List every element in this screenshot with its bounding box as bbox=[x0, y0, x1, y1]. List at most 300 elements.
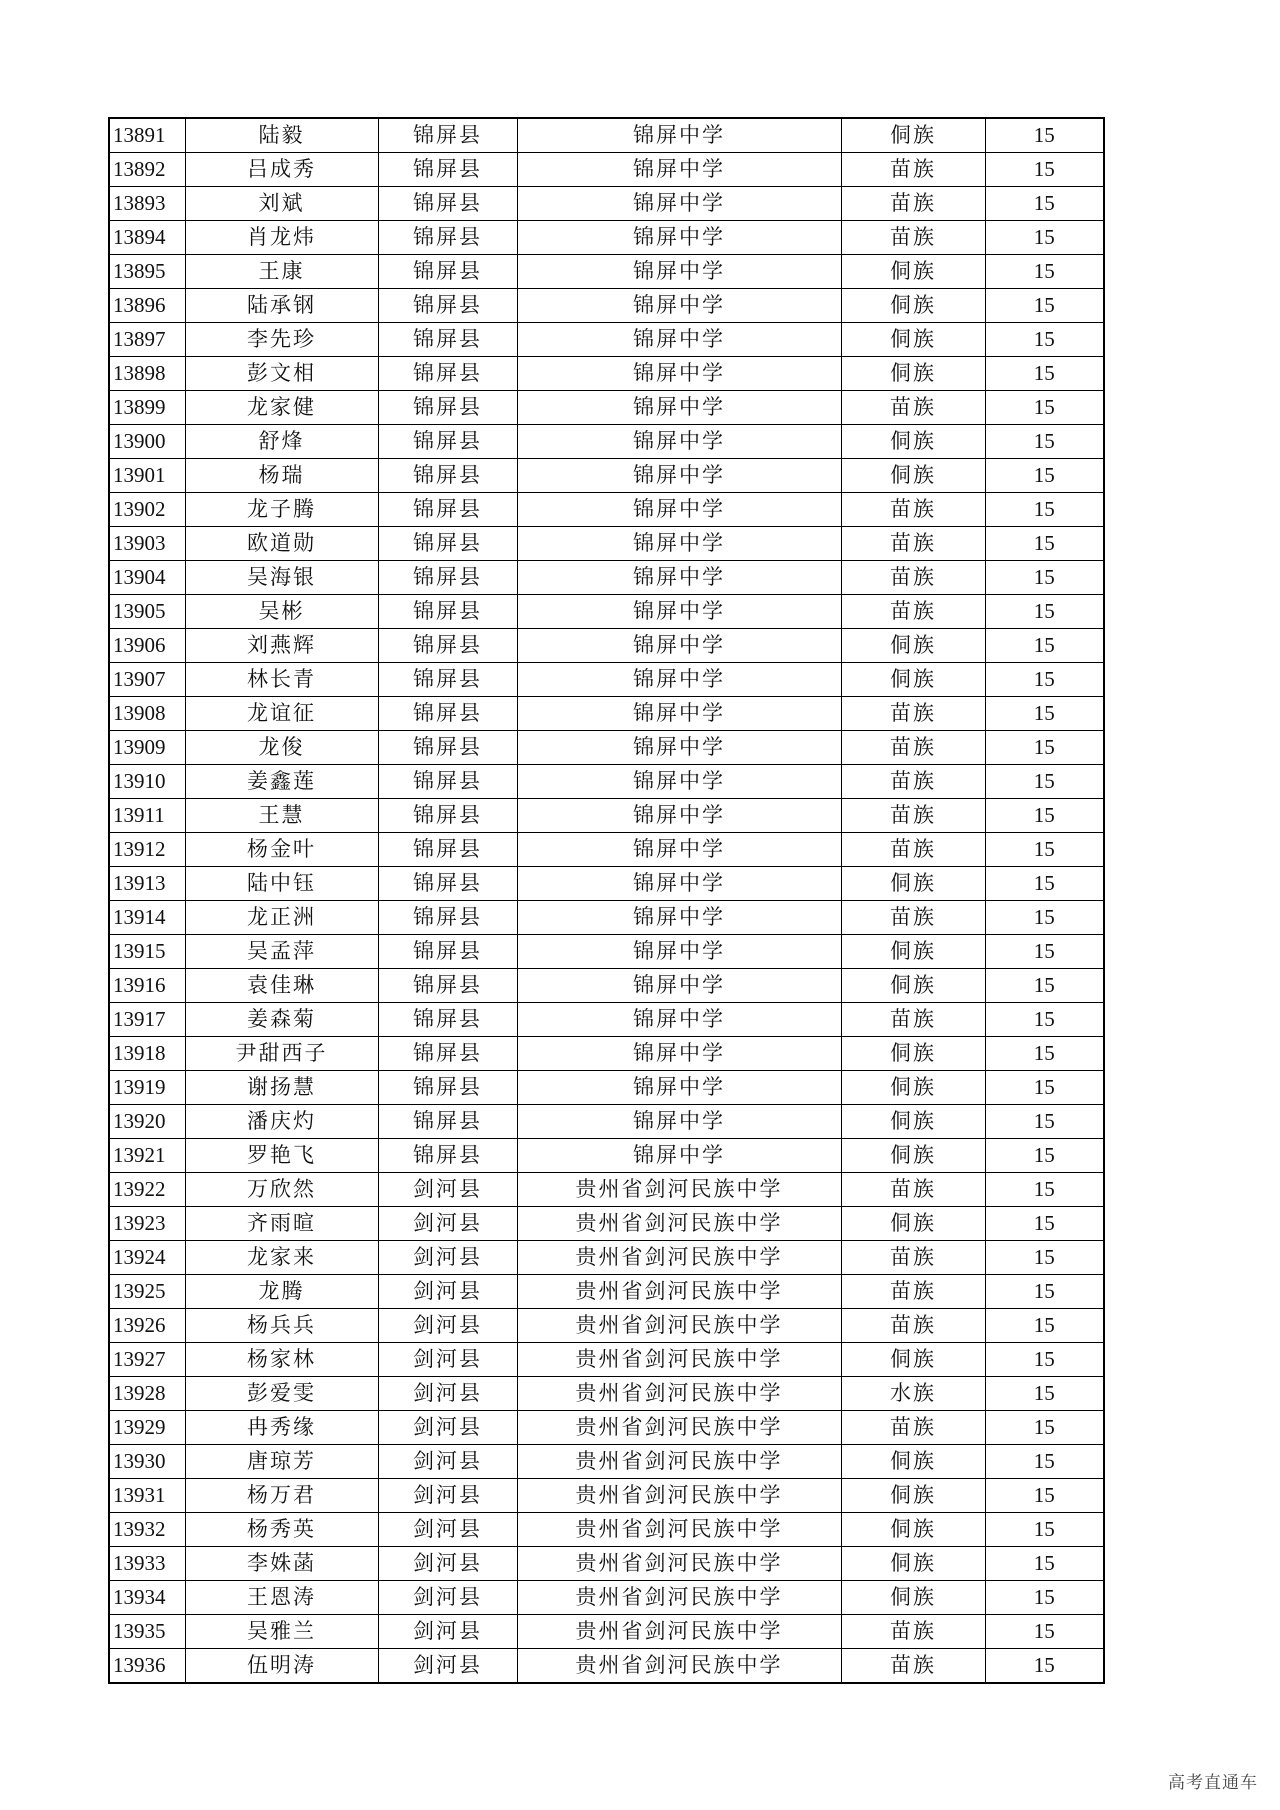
cell-score: 15 bbox=[985, 799, 1104, 833]
cell-county: 锦屏县 bbox=[378, 187, 517, 221]
cell-county: 剑河县 bbox=[378, 1445, 517, 1479]
table-row bbox=[109, 153, 1104, 187]
cell-score: 15 bbox=[985, 459, 1104, 493]
cell-score: 15 bbox=[985, 1003, 1104, 1037]
cell-id: 13934 bbox=[109, 1581, 185, 1615]
cell-name: 杨金叶 bbox=[185, 833, 378, 867]
cell-school: 锦屏中学 bbox=[517, 1105, 841, 1139]
cell-school: 贵州省剑河民族中学 bbox=[517, 1343, 841, 1377]
cell-ethnicity: 侗族 bbox=[841, 289, 985, 323]
cell-ethnicity: 侗族 bbox=[841, 1105, 985, 1139]
cell-name: 杨秀英 bbox=[185, 1513, 378, 1547]
cell-id: 13921 bbox=[109, 1139, 185, 1173]
cell-name: 罗艳飞 bbox=[185, 1139, 378, 1173]
cell-school: 锦屏中学 bbox=[517, 799, 841, 833]
cell-id: 13903 bbox=[109, 527, 185, 561]
cell-county: 锦屏县 bbox=[378, 1105, 517, 1139]
cell-id: 13906 bbox=[109, 629, 185, 663]
cell-ethnicity: 侗族 bbox=[841, 1207, 985, 1241]
cell-county: 剑河县 bbox=[378, 1581, 517, 1615]
cell-county: 剑河县 bbox=[378, 1241, 517, 1275]
table-row bbox=[109, 1445, 1104, 1479]
cell-score: 15 bbox=[985, 1275, 1104, 1309]
cell-county: 锦屏县 bbox=[378, 867, 517, 901]
cell-school: 锦屏中学 bbox=[517, 765, 841, 799]
cell-school: 贵州省剑河民族中学 bbox=[517, 1173, 841, 1207]
cell-score: 15 bbox=[985, 1037, 1104, 1071]
cell-id: 13935 bbox=[109, 1615, 185, 1649]
cell-ethnicity: 侗族 bbox=[841, 1445, 985, 1479]
cell-score: 15 bbox=[985, 391, 1104, 425]
cell-name: 姜鑫莲 bbox=[185, 765, 378, 799]
cell-name: 杨家林 bbox=[185, 1343, 378, 1377]
cell-score: 15 bbox=[985, 357, 1104, 391]
cell-id: 13928 bbox=[109, 1377, 185, 1411]
cell-score: 15 bbox=[985, 663, 1104, 697]
cell-school: 贵州省剑河民族中学 bbox=[517, 1445, 841, 1479]
cell-county: 锦屏县 bbox=[378, 357, 517, 391]
cell-id: 13917 bbox=[109, 1003, 185, 1037]
cell-ethnicity: 苗族 bbox=[841, 1003, 985, 1037]
cell-name: 尹甜西子 bbox=[185, 1037, 378, 1071]
cell-ethnicity: 侗族 bbox=[841, 663, 985, 697]
cell-county: 锦屏县 bbox=[378, 459, 517, 493]
cell-county: 剑河县 bbox=[378, 1649, 517, 1684]
cell-name: 刘燕辉 bbox=[185, 629, 378, 663]
table-row bbox=[109, 493, 1104, 527]
cell-county: 剑河县 bbox=[378, 1615, 517, 1649]
cell-school: 锦屏中学 bbox=[517, 697, 841, 731]
cell-county: 锦屏县 bbox=[378, 901, 517, 935]
cell-ethnicity: 苗族 bbox=[841, 1275, 985, 1309]
cell-ethnicity: 苗族 bbox=[841, 1241, 985, 1275]
cell-name: 龙谊征 bbox=[185, 697, 378, 731]
cell-county: 锦屏县 bbox=[378, 935, 517, 969]
cell-school: 锦屏中学 bbox=[517, 561, 841, 595]
cell-id: 13914 bbox=[109, 901, 185, 935]
cell-score: 15 bbox=[985, 1513, 1104, 1547]
cell-id: 13912 bbox=[109, 833, 185, 867]
cell-name: 彭爱雯 bbox=[185, 1377, 378, 1411]
cell-county: 剑河县 bbox=[378, 1309, 517, 1343]
cell-ethnicity: 苗族 bbox=[841, 561, 985, 595]
cell-county: 剑河县 bbox=[378, 1411, 517, 1445]
cell-name: 彭文相 bbox=[185, 357, 378, 391]
cell-school: 锦屏中学 bbox=[517, 459, 841, 493]
table-row bbox=[109, 731, 1104, 765]
cell-ethnicity: 侗族 bbox=[841, 1547, 985, 1581]
table-row bbox=[109, 663, 1104, 697]
cell-id: 13915 bbox=[109, 935, 185, 969]
cell-score: 15 bbox=[985, 1615, 1104, 1649]
cell-ethnicity: 苗族 bbox=[841, 833, 985, 867]
cell-score: 15 bbox=[985, 1411, 1104, 1445]
cell-ethnicity: 苗族 bbox=[841, 221, 985, 255]
table-row bbox=[109, 1615, 1104, 1649]
cell-county: 锦屏县 bbox=[378, 765, 517, 799]
cell-ethnicity: 苗族 bbox=[841, 153, 985, 187]
table-row bbox=[109, 1649, 1104, 1684]
table-row bbox=[109, 1581, 1104, 1615]
cell-name: 王康 bbox=[185, 255, 378, 289]
cell-id: 13926 bbox=[109, 1309, 185, 1343]
cell-school: 锦屏中学 bbox=[517, 629, 841, 663]
cell-ethnicity: 苗族 bbox=[841, 765, 985, 799]
cell-school: 锦屏中学 bbox=[517, 595, 841, 629]
cell-school: 贵州省剑河民族中学 bbox=[517, 1309, 841, 1343]
cell-id: 13911 bbox=[109, 799, 185, 833]
cell-score: 15 bbox=[985, 527, 1104, 561]
cell-school: 锦屏中学 bbox=[517, 935, 841, 969]
table-row bbox=[109, 1513, 1104, 1547]
table-row bbox=[109, 901, 1104, 935]
cell-id: 13923 bbox=[109, 1207, 185, 1241]
cell-name: 林长青 bbox=[185, 663, 378, 697]
table-row bbox=[109, 1173, 1104, 1207]
table-row bbox=[109, 1037, 1104, 1071]
cell-school: 贵州省剑河民族中学 bbox=[517, 1207, 841, 1241]
cell-school: 贵州省剑河民族中学 bbox=[517, 1377, 841, 1411]
cell-county: 锦屏县 bbox=[378, 493, 517, 527]
cell-school: 锦屏中学 bbox=[517, 969, 841, 1003]
cell-county: 锦屏县 bbox=[378, 595, 517, 629]
cell-school: 锦屏中学 bbox=[517, 833, 841, 867]
cell-county: 剑河县 bbox=[378, 1547, 517, 1581]
cell-score: 15 bbox=[985, 1105, 1104, 1139]
cell-score: 15 bbox=[985, 1377, 1104, 1411]
cell-ethnicity: 侗族 bbox=[841, 1071, 985, 1105]
table-row bbox=[109, 289, 1104, 323]
cell-id: 13897 bbox=[109, 323, 185, 357]
cell-id: 13905 bbox=[109, 595, 185, 629]
cell-score: 15 bbox=[985, 1207, 1104, 1241]
cell-score: 15 bbox=[985, 1241, 1104, 1275]
cell-school: 贵州省剑河民族中学 bbox=[517, 1649, 841, 1684]
cell-id: 13927 bbox=[109, 1343, 185, 1377]
cell-name: 冉秀缘 bbox=[185, 1411, 378, 1445]
cell-name: 肖龙炜 bbox=[185, 221, 378, 255]
cell-school: 贵州省剑河民族中学 bbox=[517, 1513, 841, 1547]
cell-ethnicity: 侗族 bbox=[841, 459, 985, 493]
cell-id: 13916 bbox=[109, 969, 185, 1003]
cell-name: 陆毅 bbox=[185, 118, 378, 153]
cell-ethnicity: 苗族 bbox=[841, 697, 985, 731]
cell-score: 15 bbox=[985, 595, 1104, 629]
cell-name: 吕成秀 bbox=[185, 153, 378, 187]
cell-id: 13936 bbox=[109, 1649, 185, 1684]
cell-county: 剑河县 bbox=[378, 1173, 517, 1207]
cell-county: 锦屏县 bbox=[378, 289, 517, 323]
cell-id: 13900 bbox=[109, 425, 185, 459]
cell-id: 13919 bbox=[109, 1071, 185, 1105]
cell-id: 13913 bbox=[109, 867, 185, 901]
cell-name: 龙正洲 bbox=[185, 901, 378, 935]
cell-name: 伍明涛 bbox=[185, 1649, 378, 1684]
table-row bbox=[109, 1139, 1104, 1173]
cell-school: 贵州省剑河民族中学 bbox=[517, 1479, 841, 1513]
cell-ethnicity: 侗族 bbox=[841, 1139, 985, 1173]
cell-score: 15 bbox=[985, 1173, 1104, 1207]
cell-score: 15 bbox=[985, 187, 1104, 221]
table-row bbox=[109, 1309, 1104, 1343]
cell-name: 万欣然 bbox=[185, 1173, 378, 1207]
cell-name: 袁佳琳 bbox=[185, 969, 378, 1003]
table-row bbox=[109, 187, 1104, 221]
cell-school: 锦屏中学 bbox=[517, 493, 841, 527]
cell-score: 15 bbox=[985, 221, 1104, 255]
cell-ethnicity: 侗族 bbox=[841, 867, 985, 901]
cell-county: 锦屏县 bbox=[378, 255, 517, 289]
cell-score: 15 bbox=[985, 1649, 1104, 1684]
cell-id: 13892 bbox=[109, 153, 185, 187]
cell-ethnicity: 苗族 bbox=[841, 391, 985, 425]
cell-name: 吴彬 bbox=[185, 595, 378, 629]
cell-county: 剑河县 bbox=[378, 1377, 517, 1411]
table-row bbox=[109, 323, 1104, 357]
cell-school: 锦屏中学 bbox=[517, 663, 841, 697]
table-row bbox=[109, 391, 1104, 425]
cell-ethnicity: 侗族 bbox=[841, 1581, 985, 1615]
cell-school: 贵州省剑河民族中学 bbox=[517, 1241, 841, 1275]
cell-county: 锦屏县 bbox=[378, 833, 517, 867]
cell-school: 锦屏中学 bbox=[517, 255, 841, 289]
table-row bbox=[109, 833, 1104, 867]
cell-ethnicity: 侗族 bbox=[841, 1479, 985, 1513]
cell-county: 锦屏县 bbox=[378, 969, 517, 1003]
table-row bbox=[109, 357, 1104, 391]
cell-school: 锦屏中学 bbox=[517, 1139, 841, 1173]
cell-score: 15 bbox=[985, 561, 1104, 595]
cell-id: 13899 bbox=[109, 391, 185, 425]
cell-school: 锦屏中学 bbox=[517, 731, 841, 765]
watermark-text: 高考直通车 bbox=[1168, 1773, 1258, 1793]
table-row bbox=[109, 561, 1104, 595]
table-row bbox=[109, 255, 1104, 289]
cell-id: 13901 bbox=[109, 459, 185, 493]
cell-name: 龙家健 bbox=[185, 391, 378, 425]
table-row bbox=[109, 1241, 1104, 1275]
cell-ethnicity: 侗族 bbox=[841, 1037, 985, 1071]
cell-score: 15 bbox=[985, 1445, 1104, 1479]
cell-county: 锦屏县 bbox=[378, 1139, 517, 1173]
cell-name: 杨兵兵 bbox=[185, 1309, 378, 1343]
cell-score: 15 bbox=[985, 697, 1104, 731]
cell-score: 15 bbox=[985, 1547, 1104, 1581]
cell-name: 刘斌 bbox=[185, 187, 378, 221]
table-row bbox=[109, 765, 1104, 799]
cell-school: 锦屏中学 bbox=[517, 1003, 841, 1037]
cell-id: 13931 bbox=[109, 1479, 185, 1513]
cell-county: 锦屏县 bbox=[378, 221, 517, 255]
cell-name: 王慧 bbox=[185, 799, 378, 833]
cell-name: 龙家来 bbox=[185, 1241, 378, 1275]
cell-school: 锦屏中学 bbox=[517, 289, 841, 323]
table-row bbox=[109, 1003, 1104, 1037]
table-row bbox=[109, 1343, 1104, 1377]
cell-id: 13924 bbox=[109, 1241, 185, 1275]
cell-ethnicity: 苗族 bbox=[841, 493, 985, 527]
table-body bbox=[109, 118, 1104, 1683]
cell-score: 15 bbox=[985, 1139, 1104, 1173]
cell-school: 贵州省剑河民族中学 bbox=[517, 1615, 841, 1649]
cell-ethnicity: 侗族 bbox=[841, 118, 985, 153]
cell-ethnicity: 苗族 bbox=[841, 731, 985, 765]
cell-county: 锦屏县 bbox=[378, 629, 517, 663]
cell-id: 13898 bbox=[109, 357, 185, 391]
score-table bbox=[108, 117, 1105, 1684]
cell-county: 锦屏县 bbox=[378, 697, 517, 731]
cell-name: 舒烽 bbox=[185, 425, 378, 459]
cell-ethnicity: 苗族 bbox=[841, 1411, 985, 1445]
cell-ethnicity: 侗族 bbox=[841, 1343, 985, 1377]
cell-name: 吴海银 bbox=[185, 561, 378, 595]
cell-id: 13922 bbox=[109, 1173, 185, 1207]
cell-school: 锦屏中学 bbox=[517, 187, 841, 221]
cell-score: 15 bbox=[985, 1479, 1104, 1513]
cell-ethnicity: 苗族 bbox=[841, 1649, 985, 1684]
cell-county: 锦屏县 bbox=[378, 731, 517, 765]
cell-ethnicity: 苗族 bbox=[841, 1309, 985, 1343]
cell-ethnicity: 苗族 bbox=[841, 799, 985, 833]
table-row bbox=[109, 629, 1104, 663]
cell-ethnicity: 侗族 bbox=[841, 323, 985, 357]
cell-ethnicity: 侗族 bbox=[841, 935, 985, 969]
cell-id: 13929 bbox=[109, 1411, 185, 1445]
table-row bbox=[109, 799, 1104, 833]
cell-county: 剑河县 bbox=[378, 1513, 517, 1547]
cell-score: 15 bbox=[985, 629, 1104, 663]
table-row bbox=[109, 221, 1104, 255]
cell-county: 剑河县 bbox=[378, 1343, 517, 1377]
cell-ethnicity: 侗族 bbox=[841, 629, 985, 663]
cell-name: 齐雨暄 bbox=[185, 1207, 378, 1241]
cell-county: 锦屏县 bbox=[378, 153, 517, 187]
table-row bbox=[109, 1275, 1104, 1309]
cell-county: 锦屏县 bbox=[378, 118, 517, 153]
cell-id: 13932 bbox=[109, 1513, 185, 1547]
table-row bbox=[109, 867, 1104, 901]
cell-score: 15 bbox=[985, 765, 1104, 799]
cell-name: 欧道勋 bbox=[185, 527, 378, 561]
cell-ethnicity: 水族 bbox=[841, 1377, 985, 1411]
cell-name: 唐琼芳 bbox=[185, 1445, 378, 1479]
cell-county: 锦屏县 bbox=[378, 1071, 517, 1105]
table-row bbox=[109, 527, 1104, 561]
cell-id: 13909 bbox=[109, 731, 185, 765]
cell-ethnicity: 苗族 bbox=[841, 1615, 985, 1649]
cell-score: 15 bbox=[985, 731, 1104, 765]
cell-name: 龙子腾 bbox=[185, 493, 378, 527]
table-row bbox=[109, 1411, 1104, 1445]
cell-name: 杨万君 bbox=[185, 1479, 378, 1513]
cell-score: 15 bbox=[985, 289, 1104, 323]
cell-county: 锦屏县 bbox=[378, 391, 517, 425]
cell-score: 15 bbox=[985, 901, 1104, 935]
table-row bbox=[109, 1479, 1104, 1513]
cell-ethnicity: 苗族 bbox=[841, 901, 985, 935]
table-row bbox=[109, 935, 1104, 969]
cell-score: 15 bbox=[985, 493, 1104, 527]
cell-name: 谢扬慧 bbox=[185, 1071, 378, 1105]
cell-name: 龙腾 bbox=[185, 1275, 378, 1309]
cell-school: 锦屏中学 bbox=[517, 391, 841, 425]
cell-score: 15 bbox=[985, 153, 1104, 187]
cell-school: 锦屏中学 bbox=[517, 357, 841, 391]
cell-school: 贵州省剑河民族中学 bbox=[517, 1275, 841, 1309]
cell-id: 13891 bbox=[109, 118, 185, 153]
cell-score: 15 bbox=[985, 969, 1104, 1003]
cell-county: 锦屏县 bbox=[378, 1037, 517, 1071]
cell-ethnicity: 侗族 bbox=[841, 357, 985, 391]
cell-id: 13902 bbox=[109, 493, 185, 527]
cell-name: 姜森菊 bbox=[185, 1003, 378, 1037]
cell-ethnicity: 苗族 bbox=[841, 187, 985, 221]
cell-county: 锦屏县 bbox=[378, 799, 517, 833]
cell-county: 剑河县 bbox=[378, 1275, 517, 1309]
cell-ethnicity: 侗族 bbox=[841, 255, 985, 289]
cell-score: 15 bbox=[985, 1309, 1104, 1343]
cell-school: 锦屏中学 bbox=[517, 153, 841, 187]
cell-school: 锦屏中学 bbox=[517, 323, 841, 357]
cell-ethnicity: 侗族 bbox=[841, 969, 985, 1003]
table-row bbox=[109, 595, 1104, 629]
cell-county: 锦屏县 bbox=[378, 561, 517, 595]
table-row bbox=[109, 1377, 1104, 1411]
cell-ethnicity: 侗族 bbox=[841, 425, 985, 459]
cell-county: 锦屏县 bbox=[378, 527, 517, 561]
cell-id: 13895 bbox=[109, 255, 185, 289]
cell-id: 13893 bbox=[109, 187, 185, 221]
table-row bbox=[109, 118, 1104, 153]
cell-school: 贵州省剑河民族中学 bbox=[517, 1547, 841, 1581]
cell-name: 李先珍 bbox=[185, 323, 378, 357]
cell-county: 锦屏县 bbox=[378, 1003, 517, 1037]
table-row bbox=[109, 459, 1104, 493]
cell-score: 15 bbox=[985, 118, 1104, 153]
cell-school: 锦屏中学 bbox=[517, 425, 841, 459]
table-row bbox=[109, 425, 1104, 459]
cell-ethnicity: 苗族 bbox=[841, 1173, 985, 1207]
table-row bbox=[109, 969, 1104, 1003]
cell-id: 13918 bbox=[109, 1037, 185, 1071]
cell-school: 贵州省剑河民族中学 bbox=[517, 1581, 841, 1615]
table-row bbox=[109, 1547, 1104, 1581]
table-row bbox=[109, 1207, 1104, 1241]
cell-id: 13908 bbox=[109, 697, 185, 731]
cell-score: 15 bbox=[985, 1343, 1104, 1377]
cell-ethnicity: 苗族 bbox=[841, 595, 985, 629]
cell-name: 杨瑞 bbox=[185, 459, 378, 493]
cell-score: 15 bbox=[985, 867, 1104, 901]
cell-score: 15 bbox=[985, 255, 1104, 289]
cell-school: 贵州省剑河民族中学 bbox=[517, 1411, 841, 1445]
cell-score: 15 bbox=[985, 1581, 1104, 1615]
cell-name: 潘庆灼 bbox=[185, 1105, 378, 1139]
cell-id: 13896 bbox=[109, 289, 185, 323]
cell-school: 锦屏中学 bbox=[517, 527, 841, 561]
cell-score: 15 bbox=[985, 323, 1104, 357]
cell-id: 13907 bbox=[109, 663, 185, 697]
cell-name: 陆承钢 bbox=[185, 289, 378, 323]
cell-name: 王恩涛 bbox=[185, 1581, 378, 1615]
cell-school: 锦屏中学 bbox=[517, 1071, 841, 1105]
cell-id: 13910 bbox=[109, 765, 185, 799]
cell-id: 13904 bbox=[109, 561, 185, 595]
cell-id: 13925 bbox=[109, 1275, 185, 1309]
cell-id: 13894 bbox=[109, 221, 185, 255]
cell-id: 13933 bbox=[109, 1547, 185, 1581]
cell-county: 锦屏县 bbox=[378, 663, 517, 697]
